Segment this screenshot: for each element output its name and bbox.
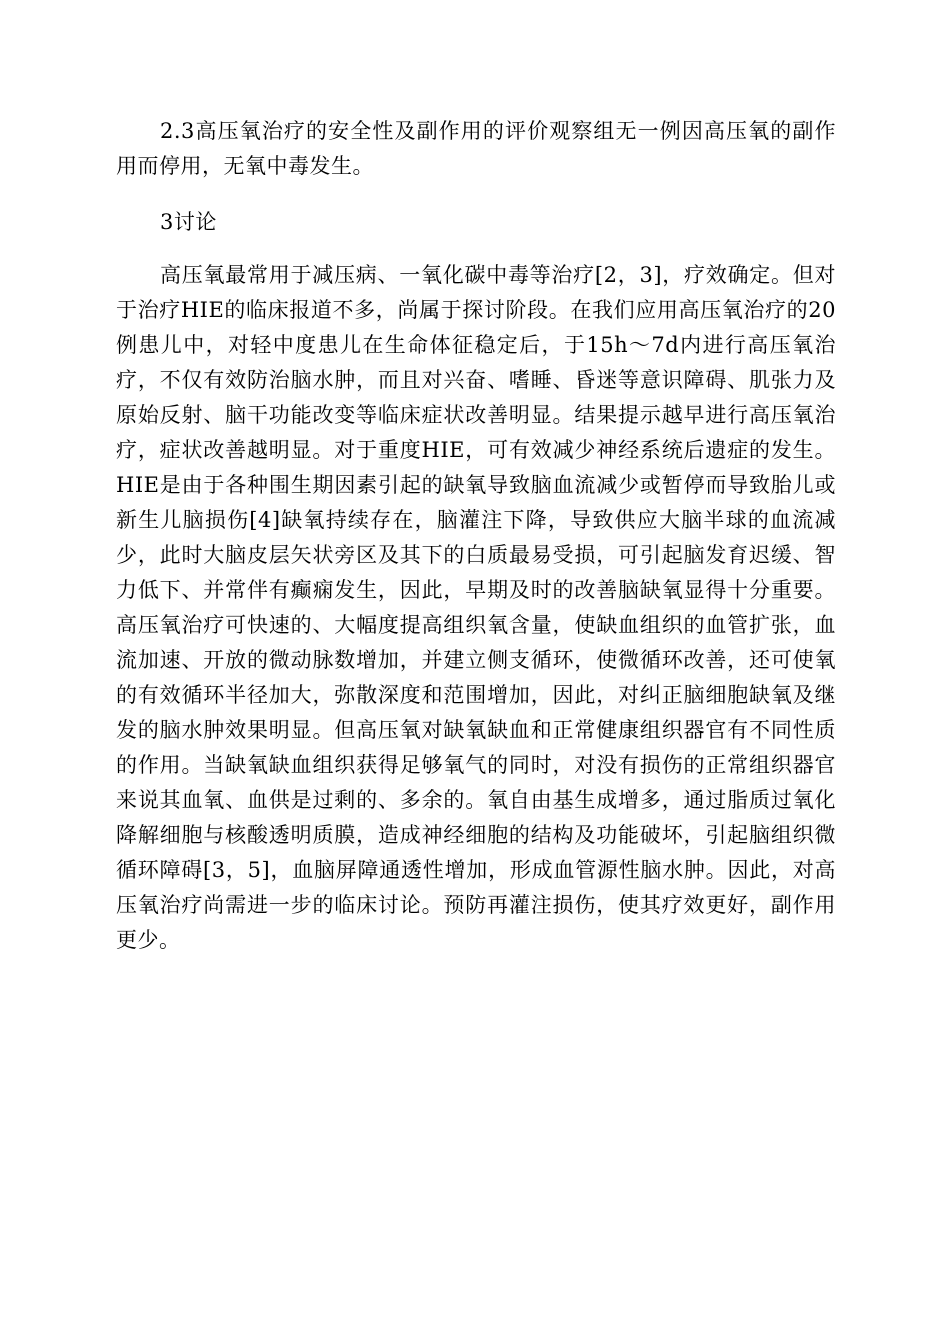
section-3-body-paragraph: 高压氧最常用于减压病、一氧化碳中毒等治疗[2，3]，疗效确定。但对于治疗HIE的临床报道不多，尚属于探讨阶段。在我们应用高压氧治疗的20例患儿中，对轻中度患儿在生命体征稳定后，于15h～7d内进行高压氧治疗，不仅有效防治脑水肿，而且对兴奋、嗜睡、昏迷等意识障碍、肌张力及原始反射、脑干功能改变等临床症状改善明显。结果提示越早进行高压氧治疗，症状改善越明显。对于重度HIE，可有效减少神经系统后遗症的发生。HIE是由于各种围生期因素引起的缺氧导致脑血流减少或暂停而导致胎儿或新生儿脑损伤[4]缺氧持续存在，脑灌注下降，导致供应大脑半球的血流减少，此时大脑皮层矢状旁区及其下的白质最易受损，可引起脑发育迟缓、智力低下、并常伴有癫痫发生，因此，早期及时的改善脑缺氧显得十分重要。高压氧治疗可快速的、大幅度提高组织氧含量，使缺血组织的血管扩张，血流加速、开放的微动脉数增加，并建立侧支循环，使微循环改善，还可使氧的有效循环半径加大，弥散深度和范围增加，因此，对纠正脑细胞缺氧及继发的脑水肿效果明显。但高压氧对缺氧缺血和正常健康组织器官有不同性质的作用。当缺氧缺血组织获得足够氧气的同时，对没有损伤的正常组织器官来说其血氧、血供是过剩的、多余的。氧自由基生成增多，通过脂质过氧化降解细胞与核酸透明质膜，造成神经细胞的结构及功能破坏，引起脑组织微循环障碍[3，5]，血脑屏障通透性增加，形成血管源性脑水肿。因此，对高压氧治疗尚需进一步的临床讨论。预防再灌注损伤，使其疗效更好，副作用更少。	[116, 263, 836, 952]
section-3-heading: 3讨论	[160, 210, 217, 234]
section-2-3-paragraph: 2.3高压氧治疗的安全性及副作用的评价观察组无一例因高压氧的副作用而停用，无氧中毒发生。	[116, 119, 836, 178]
